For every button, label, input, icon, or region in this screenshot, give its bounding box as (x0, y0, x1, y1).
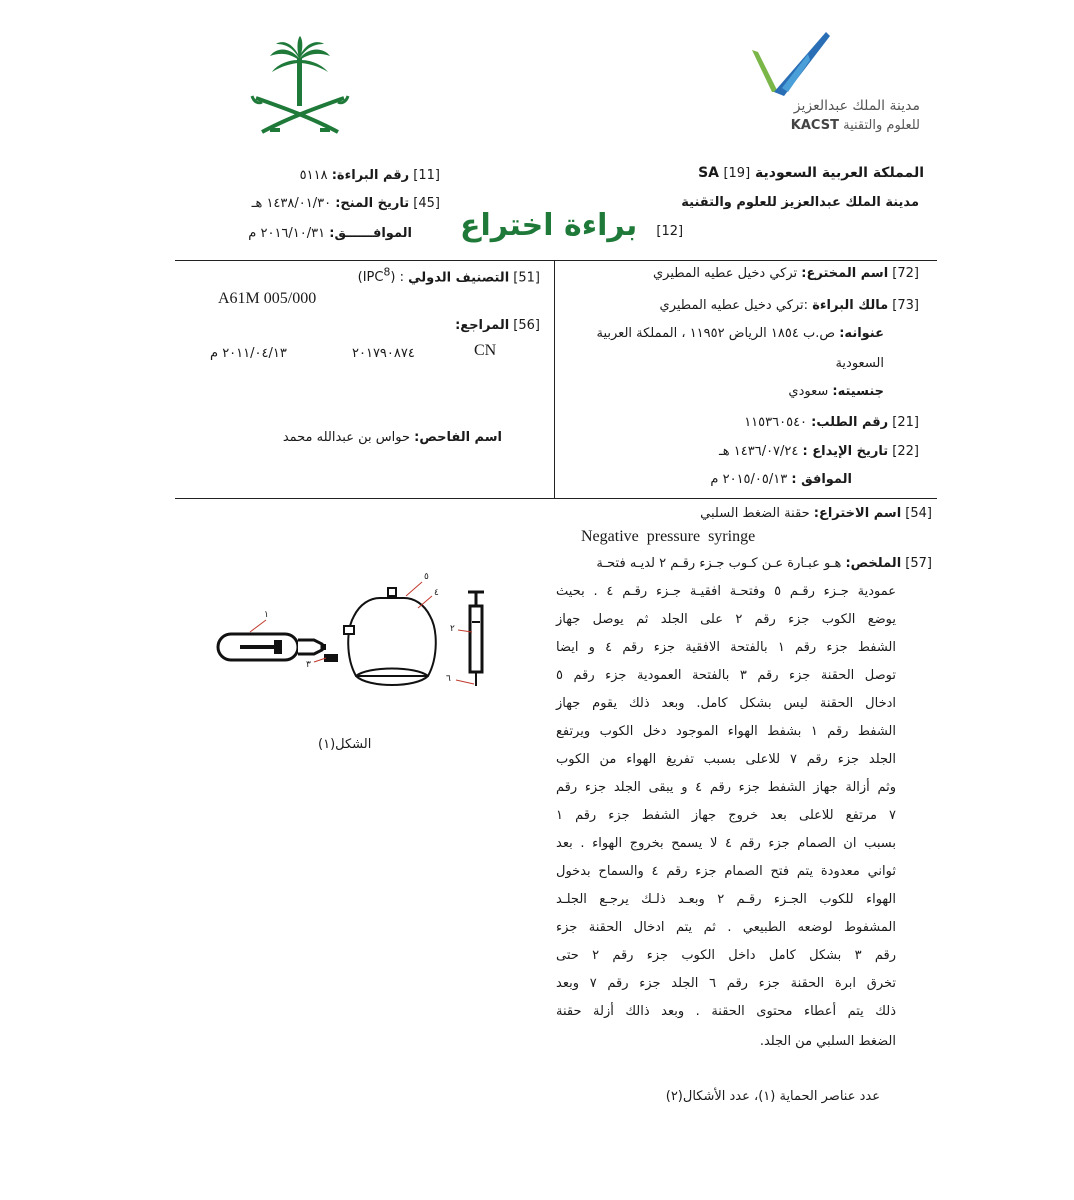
inventor-line (653, 266, 919, 281)
table-top-border (175, 260, 937, 261)
grant-equiv-line (248, 226, 412, 241)
references-label: المراجع: (455, 318, 510, 333)
figure-label-3: ٣ (306, 660, 311, 670)
reference-date: ٢٠١١/٠٤/١٣ م (210, 346, 287, 361)
figure-caption: الشكل(١) (318, 737, 372, 752)
filing-date-line (719, 444, 919, 459)
kacst-name-line2 (791, 118, 920, 133)
invention-title-english: Negative pressure syringe (581, 528, 756, 545)
abstract-line: الهواء للكوب الجـزء رقـم ٢ وبعـد ذلـك يرجـع الجلـد (556, 892, 896, 907)
ipc-abbr-open: (IPC (357, 270, 384, 286)
abstract-first-line (580, 556, 932, 571)
reference-country: CN (474, 342, 497, 359)
syringe-drawing (468, 592, 484, 686)
tag-12: [12] (656, 224, 684, 239)
ipc-abbr-close: ) : (390, 270, 404, 286)
grant-date-label: تاريخ المنح: (335, 196, 410, 211)
grant-date-line (252, 196, 440, 211)
address-label: عنوانه: (839, 326, 884, 341)
suction-device-drawing (218, 634, 326, 660)
grant-date-gregorian: ٢٠١٦/١٠/٣١ م (248, 226, 326, 241)
tag-19: [19] (723, 166, 751, 181)
claims-count: عدد عناصر الحماية (١)، عدد الأشكال(٢) (665, 1089, 880, 1104)
address-line (597, 326, 885, 341)
grant-equiv-label: الموافــــــق: (329, 226, 412, 241)
country-text: المملكة العربية السعودية SA (698, 165, 924, 181)
address-text-1: ص.ب ١٨٥٤ الرياض ١١٩٥٢ ، المملكة العربية (596, 326, 836, 341)
address-text-2: السعودية (835, 356, 884, 371)
invention-title-label: اسم الاختراع: (813, 506, 902, 521)
tag-72: [72] (892, 266, 919, 281)
tag-45: [45] (413, 196, 440, 211)
nationality-label: جنسيته: (832, 384, 884, 399)
abstract-line: رقم ٣ بشكل كامل داخل الكوب جزء رقم ٢ حتى (556, 948, 896, 963)
figure-label-2: ٢ (450, 624, 455, 634)
kacst-name-line1: مدينة الملك عبدالعزيز (793, 98, 920, 114)
figure-label-4: ٤ (434, 588, 439, 598)
doc-title-block (460, 208, 683, 243)
tag-21: [21] (892, 415, 919, 430)
filing-equiv-line (710, 472, 852, 487)
abstract-line: وثم أزالة جهاز الشفط جزء رقم ٤ و يبقى الجلد جزء رقم (556, 780, 897, 795)
abstract-line: يوضع الكوب جزء رقم ٢ على الجلد ثم يوصل جهاز (556, 612, 897, 627)
palm-swords-icon (248, 36, 352, 140)
kacst-logo (740, 30, 920, 150)
abstract-line: الضغط السلبي من الجلد. (759, 1034, 896, 1049)
nationality-value: سعودي (788, 384, 829, 399)
abstract-line: الجلد جزء رقم ٧ للاعلى بسبب تفريغ الهواء من الكوب (556, 752, 896, 767)
doc-title: براءة اختراع (460, 208, 638, 243)
application-number: ١١٥٣٦٠٥٤٠ (744, 415, 808, 430)
kacst-abbr: KACST (790, 118, 839, 133)
abstract-line: ذلك يتم أعطاء محتوى الحقنة . وبعد ذالك أزلة حقنة (556, 1004, 896, 1019)
references-line (455, 318, 540, 333)
tag-11: [11] (413, 168, 440, 183)
figure-label-6: ٦ (446, 674, 451, 684)
abstract-line: ثواني معدودة يتم فتح الصمام جزء رقم ٤ والسماح بدخول (556, 864, 896, 879)
kacst-mark-icon (744, 30, 844, 102)
saudi-emblem-logo (248, 36, 352, 140)
table-divider (554, 260, 555, 498)
abstract-line: بسبب ان الصمام جزء رقم ٤ لا يسمح بخروج الهواء . بعد (556, 836, 896, 851)
reference-number: ٢٠١٧٩٠٨٧٤ (352, 346, 415, 361)
country-line (698, 165, 924, 181)
tag-54: [54] (905, 506, 932, 521)
figure-label-5: ٥ (424, 572, 429, 582)
inventor-name: تركي دخيل عطيه المطيري (653, 266, 798, 281)
tag-51: [51] (513, 270, 540, 286)
figure-label-1: ١ (264, 610, 269, 620)
patent-number: ٥١١٨ (299, 168, 328, 183)
filing-date-hijri: ١٤٣٦/٠٧/٢٤ هـ (718, 444, 799, 459)
ipc-code: A61M 005/000 (218, 290, 317, 307)
ipc-abbr (357, 266, 404, 286)
abstract-line: الشفط رقم ١ بشفط الهواء الموجود دخل الكوب ويرتفع (556, 724, 896, 739)
application-number-label: رقم الطلب: (811, 415, 889, 430)
kacst-line2-text: للعلوم والتقنية (843, 118, 920, 133)
abstract-line: المشفوط لوضعه الطبيعي . ثم يتم ادخال الحقنة جزء (556, 920, 896, 935)
owner-label: مالك البراءة (812, 298, 889, 313)
abstract-line: هـو عبـارة عـن كـوب جـزء رقـم ٢ لديـه فتحـة (596, 556, 842, 571)
abstract-line: توصل الحقنة جزء رقم ٣ بالفتحة العمودية جزء رقم ٥ (556, 668, 896, 683)
table-bottom-border (175, 498, 937, 499)
tag-22: [22] (892, 444, 919, 459)
application-number-line (744, 415, 919, 430)
patent-number-label: رقم البراءة: (331, 168, 410, 183)
abstract-line: الشفط جزء رقم ١ بالفتحة الافقية جزء رقم ٤ و ايضا (556, 640, 896, 655)
office-line: مدينة الملك عبدالعزيز للعلوم والتقنية (681, 195, 919, 210)
patent-number-line (300, 168, 440, 183)
examiner-name: حواس بن عبدالله محمد (282, 430, 411, 445)
nationality-line (788, 384, 884, 399)
filing-date-gregorian: ٢٠١٥/٠٥/١٣ م (710, 472, 788, 487)
filing-date-label: تاريخ الإيداع : (802, 444, 889, 459)
tag-73: [73] (892, 298, 919, 313)
abstract-line: ٧ مرتفع للاعلى بعد خروج جهاز الشفط جزء رقم ١ (556, 808, 896, 823)
examiner-line (283, 430, 502, 445)
ipc-abbr-sup: 8 (383, 266, 391, 279)
abstract-line: تخرق ابرة الحقنة جزء رقم ٦ الجلد جزء رقم ٧ وبعد (556, 976, 897, 991)
invention-title-arabic: حقنة الضغط السلبي (700, 506, 810, 521)
tag-57: [57] (905, 556, 932, 571)
filing-equiv-label: الموافق : (791, 472, 852, 487)
examiner-label: اسم الفاحص: (414, 430, 502, 445)
owner-name: :تركي دخيل عطيه المطيري (659, 298, 809, 313)
owner-line (660, 298, 919, 313)
invention-title-line (700, 506, 932, 521)
grant-date-hijri: ١٤٣٨/٠١/٣٠ هـ (251, 196, 332, 211)
abstract-label: الملخص: (845, 556, 902, 571)
ipc-line (358, 266, 540, 285)
abstract-line: ادخال الحقنة ليس بشكل كامل. وبعد ذلك يقوم جهاز (556, 696, 896, 711)
tag-56: [56] (513, 318, 540, 333)
ipc-label: التصنيف الدولي (408, 270, 510, 286)
abstract-line: عمودية جـزء رقـم ٥ وفتحـة افقيـة جـزء رقـم ٤ . بحيث (556, 584, 896, 599)
inventor-label: اسم المخترع: (801, 266, 889, 281)
figure-drawing (210, 560, 510, 700)
cup-drawing (324, 588, 436, 685)
